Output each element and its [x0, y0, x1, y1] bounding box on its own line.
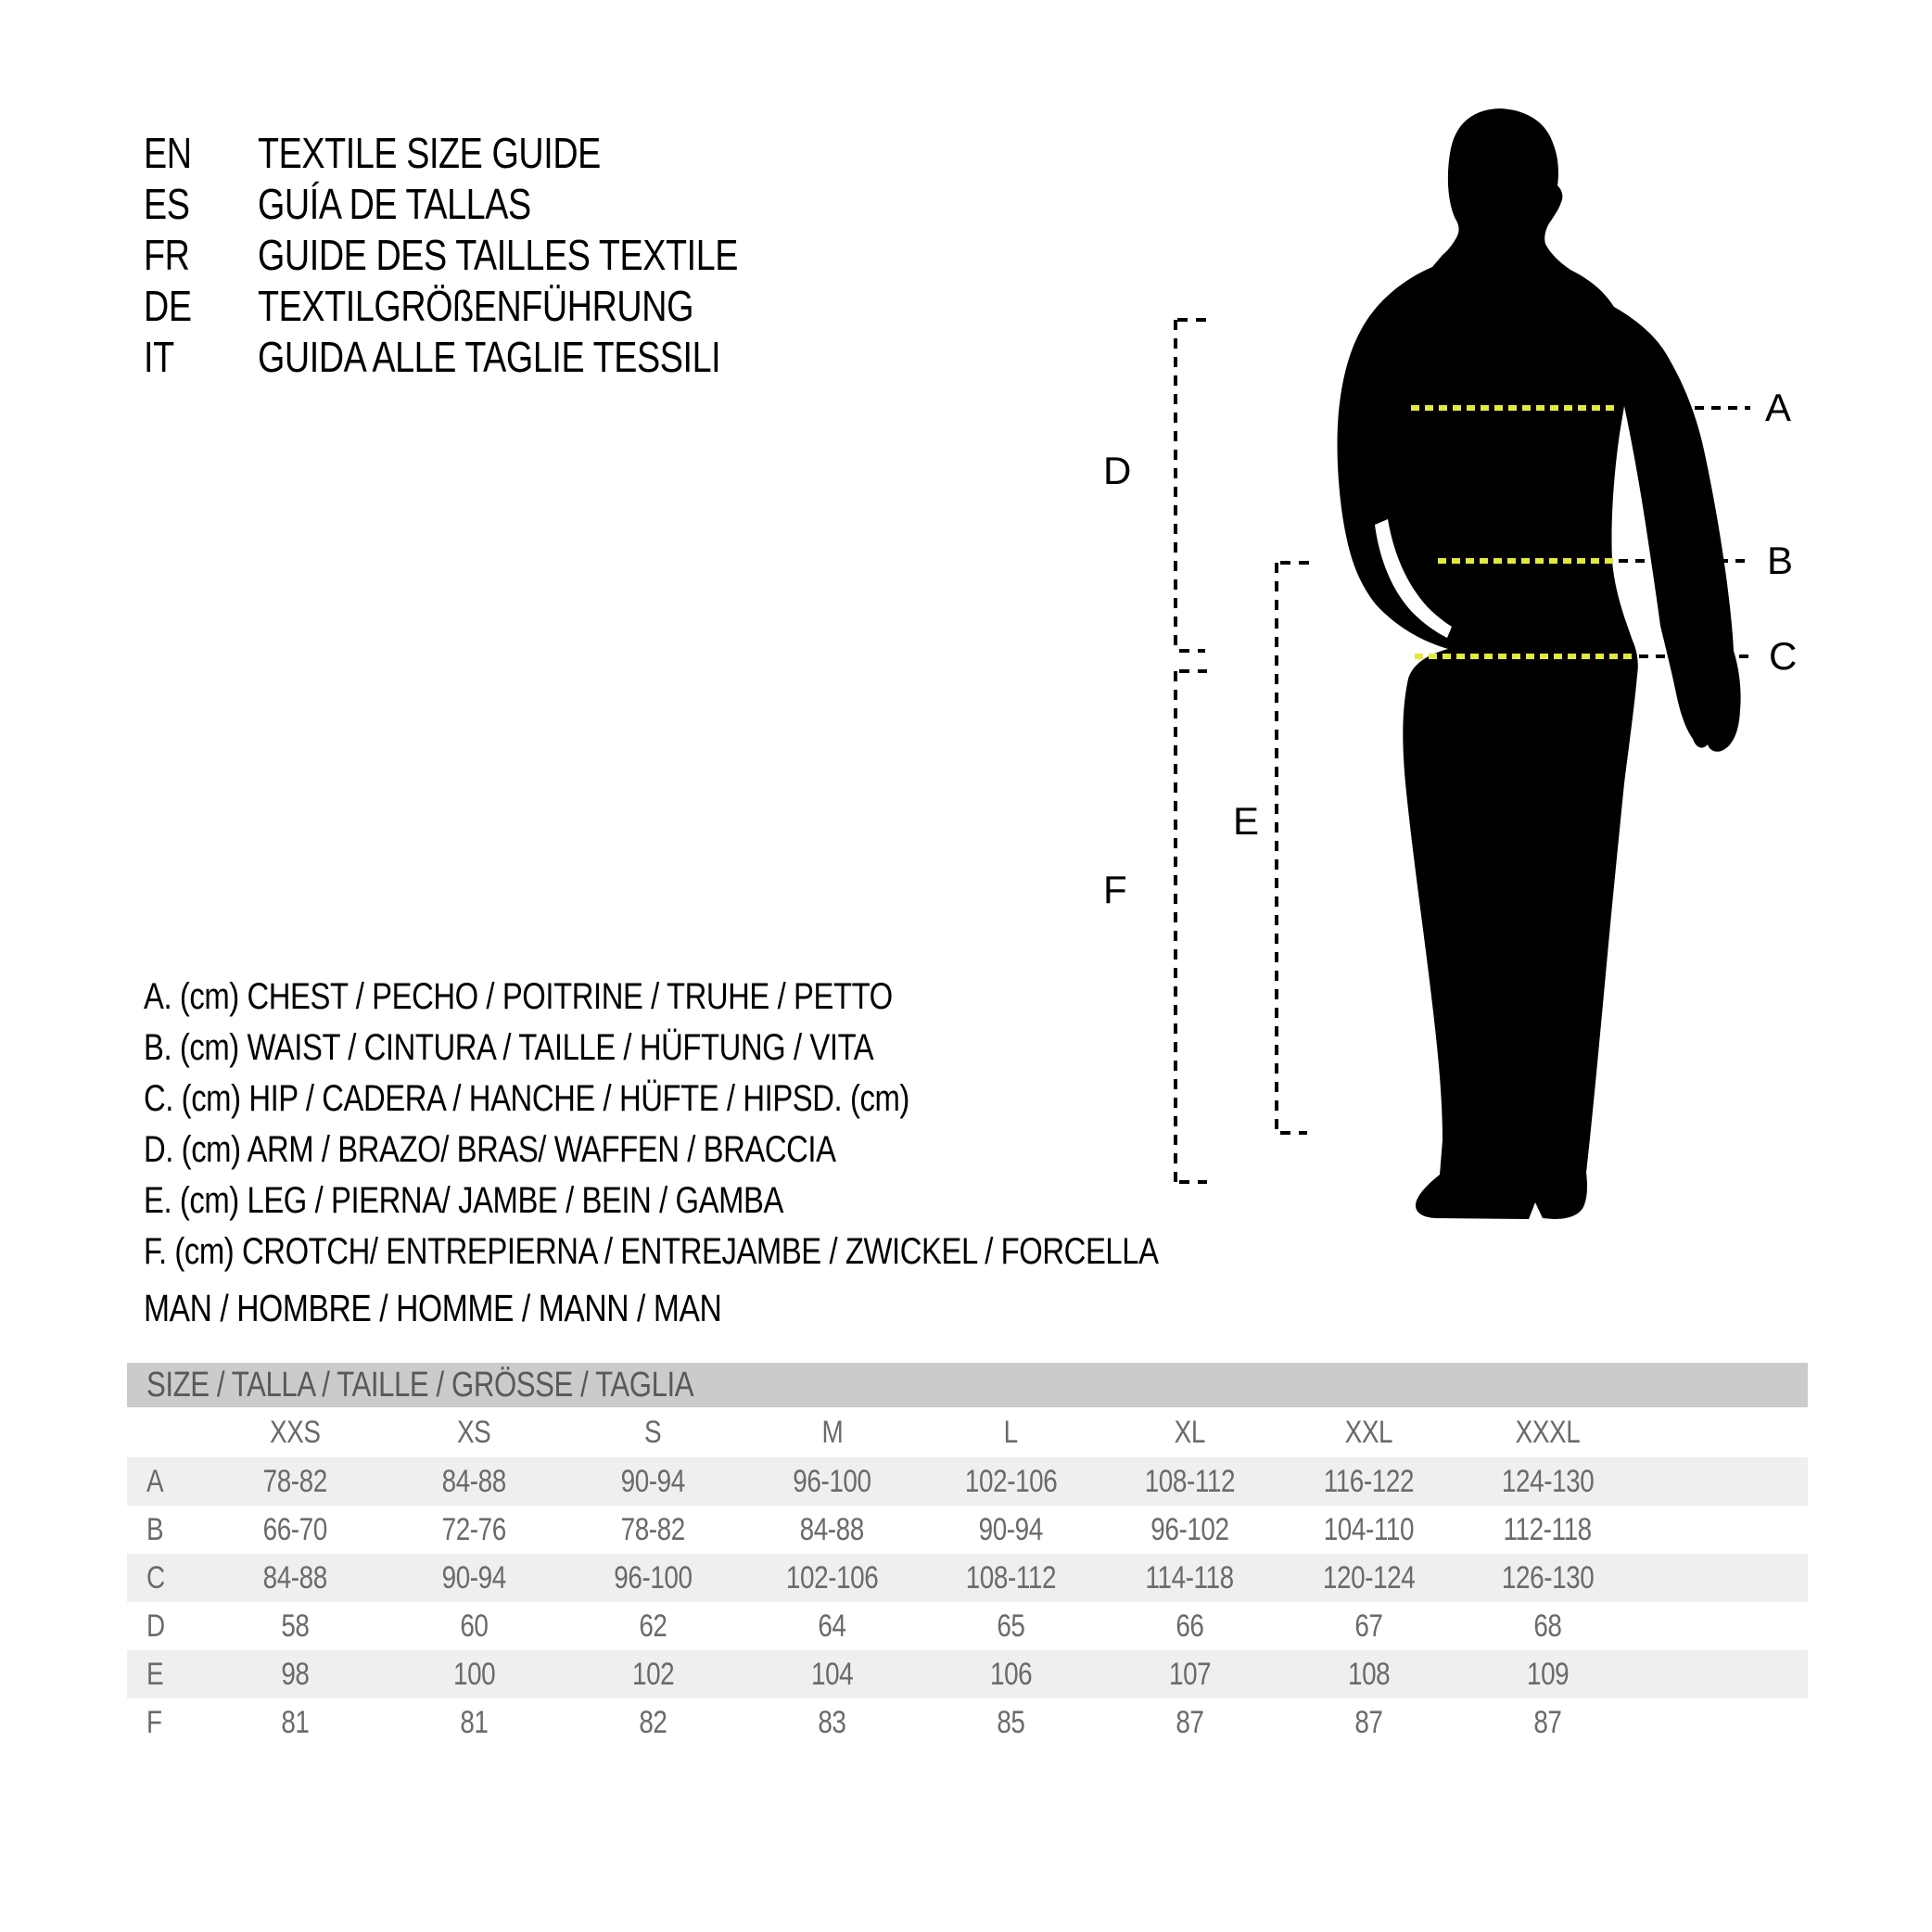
value-cell: 78-82	[620, 1511, 686, 1547]
value-cell: 104-110	[1323, 1511, 1415, 1547]
language-code: EN	[144, 129, 192, 177]
value-cell: 96-102	[1150, 1511, 1229, 1547]
man-silhouette	[1337, 108, 1740, 1219]
value-cell: 67	[1354, 1608, 1383, 1644]
size-label: XXXL	[1515, 1414, 1581, 1450]
value-cell: 108	[1347, 1656, 1391, 1692]
legend-line-chest: A. (cm) CHEST / PECHO / POITRINE / TRUHE / PETTO	[144, 976, 893, 1017]
size-label: XXS	[270, 1414, 321, 1450]
language-title: GUIDA ALLE TAGLIE TESSILI	[258, 333, 721, 381]
row-key: B	[146, 1511, 164, 1547]
value-cell: 84-88	[262, 1559, 328, 1595]
language-title: GUÍA DE TALLAS	[258, 180, 531, 228]
language-code: ES	[144, 180, 190, 228]
row-key: E	[146, 1656, 164, 1692]
value-cell: 62	[639, 1608, 667, 1644]
measurement-legend	[144, 972, 1381, 1277]
value-cell: 87	[1176, 1704, 1204, 1740]
row-key: A	[146, 1463, 164, 1499]
table-row	[127, 1602, 1808, 1650]
value-cell: 58	[281, 1608, 310, 1644]
value-cell: 107	[1168, 1656, 1212, 1692]
language-code: IT	[144, 333, 174, 381]
language-code: DE	[144, 282, 192, 330]
size-table	[127, 1363, 1808, 1747]
table-row	[127, 1457, 1808, 1506]
language-title: GUIDE DES TAILLES TEXTILE	[258, 231, 739, 279]
size-label: XS	[457, 1414, 491, 1450]
value-cell: 81	[460, 1704, 489, 1740]
value-cell: 104	[810, 1656, 854, 1692]
value-cell: 82	[639, 1704, 667, 1740]
value-cell: 100	[452, 1656, 496, 1692]
value-cell: 102-106	[785, 1559, 879, 1595]
value-cell: 126-130	[1501, 1559, 1595, 1595]
value-cell: 65	[997, 1608, 1025, 1644]
value-cell: 108-112	[1144, 1463, 1236, 1499]
value-cell: 116-122	[1323, 1463, 1415, 1499]
language-title: TEXTILE SIZE GUIDE	[258, 129, 601, 177]
value-cell: 90-94	[620, 1463, 686, 1499]
marker-arm: D	[1103, 449, 1132, 492]
size-label: L	[1003, 1414, 1019, 1450]
legend-line-arm: D. (cm) ARM / BRAZO/ BRAS/ WAFFEN / BRACCIA	[144, 1129, 836, 1170]
value-cell: 60	[460, 1608, 489, 1644]
legend-line-hip: C. (cm) HIP / CADERA / HANCHE / HÜFTE / HIPSD. (cm)	[144, 1078, 909, 1119]
marker-crotch: F	[1103, 868, 1127, 911]
value-cell: 72-76	[441, 1511, 507, 1547]
marker-hip: C	[1769, 634, 1798, 678]
legend-line-crotch: F. (cm) CROTCH/ ENTREPIERNA / ENTREJAMBE / ZWICKEL / FORCELLA	[144, 1231, 1159, 1272]
legend-line-waist: B. (cm) WAIST / CINTURA / TAILLE / HÜFTUNG / VITA	[144, 1027, 874, 1068]
value-cell: 114-118	[1145, 1559, 1235, 1595]
value-cell: 66	[1176, 1608, 1204, 1644]
legend-line-leg: E. (cm) LEG / PIERNA/ JAMBE / BEIN / GAMBA	[144, 1180, 783, 1221]
value-cell: 78-82	[262, 1463, 328, 1499]
value-cell: 64	[818, 1608, 846, 1644]
value-cell: 87	[1354, 1704, 1383, 1740]
size-label: XXL	[1344, 1414, 1393, 1450]
value-cell: 84-88	[441, 1463, 507, 1499]
value-cell: 66-70	[262, 1511, 328, 1547]
value-cell: 112-118	[1503, 1511, 1593, 1547]
table-row	[127, 1554, 1808, 1602]
value-cell: 90-94	[978, 1511, 1044, 1547]
value-cell: 109	[1526, 1656, 1570, 1692]
value-cell: 106	[989, 1656, 1033, 1692]
size-label: XL	[1174, 1414, 1206, 1450]
language-title: TEXTILGRÖßENFÜHRUNG	[258, 282, 694, 330]
row-key: F	[146, 1704, 162, 1740]
size-label: S	[644, 1414, 662, 1450]
table-row	[127, 1650, 1808, 1698]
row-key: C	[146, 1559, 165, 1595]
value-cell: 120-124	[1322, 1559, 1416, 1595]
value-cell: 124-130	[1501, 1463, 1595, 1499]
table-row	[127, 1698, 1808, 1747]
table-row	[127, 1506, 1808, 1554]
value-cell: 84-88	[799, 1511, 865, 1547]
category-line: MAN / HOMBRE / HOMME / MANN / MAN	[144, 1287, 722, 1329]
value-cell: 102-106	[964, 1463, 1058, 1499]
marker-waist: B	[1767, 539, 1794, 582]
value-cell: 83	[818, 1704, 846, 1740]
value-cell: 96-100	[614, 1559, 693, 1595]
value-cell: 102	[631, 1656, 675, 1692]
size-header-row	[127, 1407, 1808, 1457]
row-key: D	[146, 1608, 165, 1644]
value-cell: 98	[281, 1656, 310, 1692]
size-label: M	[821, 1414, 843, 1450]
value-cell: 68	[1533, 1608, 1562, 1644]
marker-leg: E	[1233, 799, 1260, 843]
value-cell: 81	[281, 1704, 310, 1740]
value-cell: 96-100	[793, 1463, 871, 1499]
language-code: FR	[144, 231, 190, 279]
value-cell: 85	[997, 1704, 1025, 1740]
value-cell: 87	[1533, 1704, 1562, 1740]
marker-chest: A	[1765, 386, 1792, 429]
value-cell: 90-94	[441, 1559, 507, 1595]
size-table-header: SIZE / TALLA / TAILLE / GRÖSSE / TAGLIA	[146, 1366, 694, 1405]
value-cell: 108-112	[965, 1559, 1057, 1595]
